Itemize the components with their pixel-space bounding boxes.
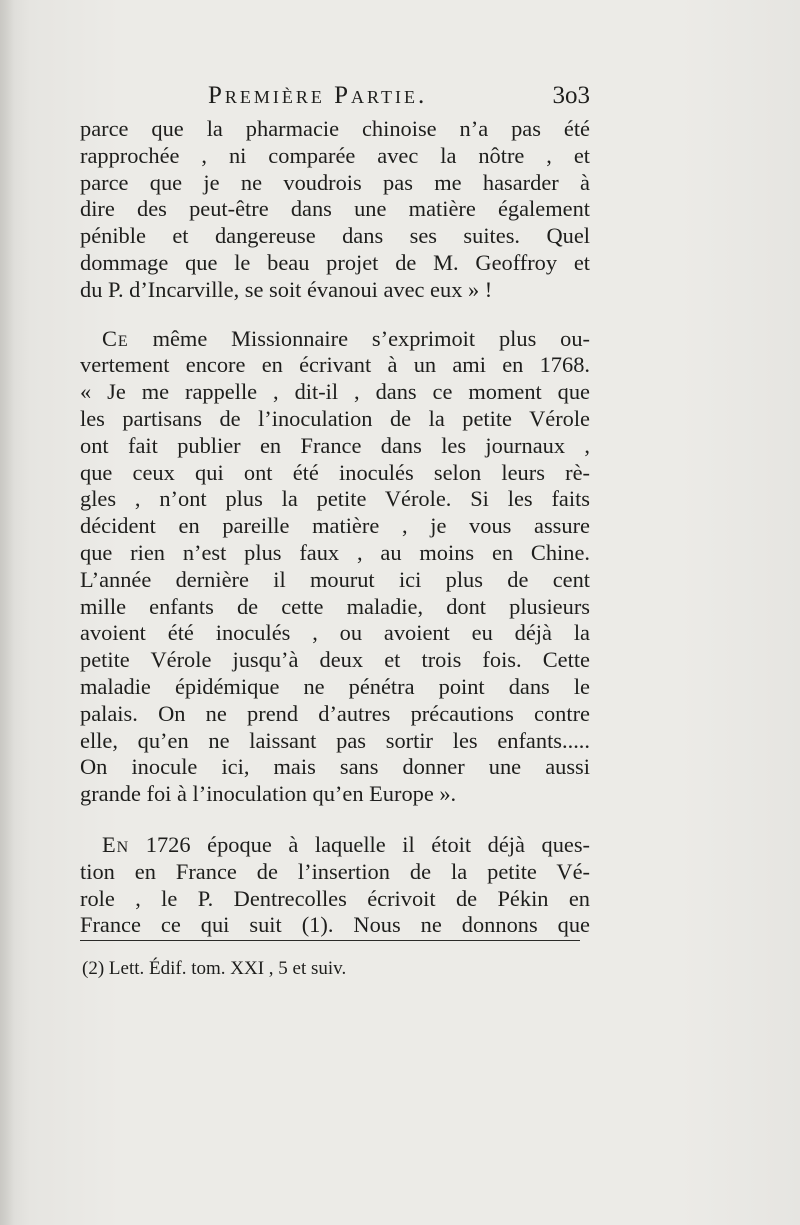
text-line: parce que je ne voudrois pas me hasarder à [80, 169, 590, 195]
text-line: « Je me rappelle , dit-il , dans ce moment que [80, 379, 590, 405]
text-line: parce que la pharmacie chinoise n’a pas été [80, 116, 590, 141]
text-line: tion en France de l’insertion de la petite Vé- [80, 858, 590, 884]
running-title: Première Partie. [208, 82, 428, 109]
text-line: On inocule ici, mais sans donner une aussi [80, 754, 590, 780]
paragraph-1 [80, 116, 590, 304]
text-line: role , le P. Dentrecolles écrivoit de Pékin en [80, 885, 590, 911]
page-number: 3o3 [552, 82, 590, 109]
text-line: pénible et dangereuse dans ses suites. Quel [80, 223, 590, 249]
text-line-first [80, 832, 590, 859]
paragraph-gap [80, 806, 590, 828]
paragraph-2 [80, 326, 590, 808]
paragraph-3 [80, 832, 590, 939]
text-line: maladie épidémique ne pénétra point dans le [80, 673, 590, 699]
text-line: elle, qu’en ne laissant pas sortir les enfants..... [80, 727, 590, 753]
text-line: grande foi à l’inoculation qu’en Europe ». [80, 781, 457, 807]
text-line: ont fait publier en France dans les journaux , [80, 432, 590, 458]
text-line: mille enfants de cette maladie, dont plusieurs [80, 593, 590, 619]
text-line: dommage que le beau projet de M. Geoffroy et [80, 249, 590, 275]
footnote-rule [80, 940, 580, 941]
text-line: que rien n’est plus faux , au moins en Chine. [80, 539, 590, 565]
text-line: vertement encore en écrivant à un ami en 1768. [80, 352, 590, 378]
text-line: 1726 époque à laquelle il étoit déjà ques- [129, 831, 590, 857]
body-text [80, 116, 590, 938]
page-header [80, 82, 590, 116]
paragraph-gap [80, 304, 590, 324]
text-line: avoient été inoculés , ou avoient eu déjà la [80, 620, 590, 646]
text-line: du P. d’Incarville, se soit évanoui avec eux » ! [80, 276, 493, 302]
text-line: dire des peut-être dans une matière également [80, 196, 590, 222]
text-line-first [80, 326, 590, 353]
text-line: que ceux qui ont été inoculés selon leurs rè- [80, 459, 590, 485]
text-line: France ce qui suit (1). Nous ne donnons que [80, 912, 590, 938]
paragraph-lead: En [102, 831, 130, 857]
footnote: (2) Lett. Édif. tom. XXI , 5 et suiv. [82, 958, 347, 979]
paragraph-lead: Ce [102, 325, 129, 351]
text-line: même Missionnaire s’exprimoit plus ou- [128, 325, 590, 351]
text-line: les partisans de l’inoculation de la petite Vérole [80, 405, 590, 431]
text-line: L’année dernière il mourut ici plus de cent [80, 566, 590, 592]
text-line: petite Vérole jusqu’à deux et trois fois. Cette [80, 647, 590, 673]
text-line: palais. On ne prend d’autres précautions contre [80, 700, 590, 726]
text-line: rapprochée , ni comparée avec la nôtre , et [80, 142, 590, 168]
text-line: gles , n’ont plus la petite Vérole. Si les faits [80, 486, 590, 512]
text-line: décident en pareille matière , je vous assure [80, 513, 590, 539]
gutter-shadow [0, 0, 14, 1225]
